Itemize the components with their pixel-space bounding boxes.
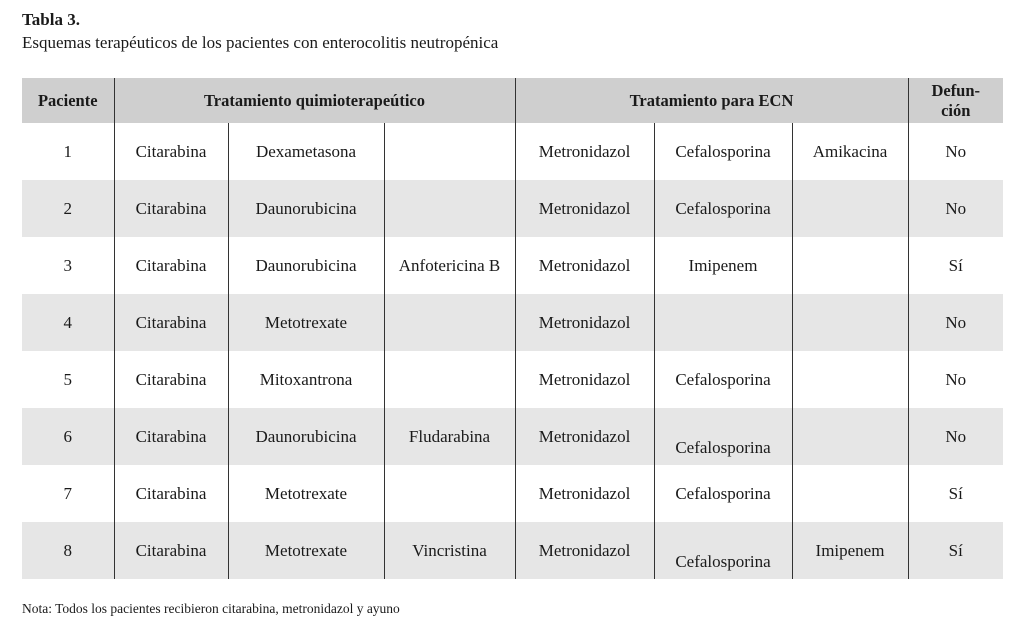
cell-defuncion: No <box>908 180 1003 237</box>
header-defuncion-line1: Defun- <box>931 80 981 100</box>
table-row <box>22 237 1003 294</box>
cell-quimio-2: Daunorubicina <box>228 237 384 294</box>
table-row <box>22 465 1003 522</box>
cell-quimio-2: Mitoxantrona <box>228 351 384 408</box>
cell-paciente: 8 <box>22 522 114 579</box>
cell-ecn-1: Metronidazol <box>515 123 654 180</box>
cell-quimio-1: Citarabina <box>114 294 228 351</box>
table-subtitle: Esquemas terapéuticos de los pacientes con enterocolitis neutropénica <box>22 33 499 52</box>
cell-quimio-2: Daunorubicina <box>228 408 384 465</box>
header-paciente: Paciente <box>22 78 114 123</box>
cell-paciente: 7 <box>22 465 114 522</box>
cell-ecn-3: Amikacina <box>792 123 908 180</box>
cell-ecn-2 <box>654 294 792 351</box>
cell-paciente: 6 <box>22 408 114 465</box>
table-row <box>22 351 1003 408</box>
cell-quimio-1: Citarabina <box>114 522 228 579</box>
cell-ecn-2: Cefalosporina <box>654 522 792 579</box>
cell-paciente: 3 <box>22 237 114 294</box>
cell-quimio-3: Anfotericina B <box>384 237 515 294</box>
cell-quimio-3 <box>384 351 515 408</box>
cell-ecn-2: Cefalosporina <box>654 180 792 237</box>
table-row <box>22 294 1003 351</box>
cell-ecn-2: Cefalosporina <box>654 465 792 522</box>
cell-ecn-3 <box>792 351 908 408</box>
cell-quimio-3 <box>384 180 515 237</box>
table-row <box>22 408 1003 465</box>
header-defuncion <box>908 78 1003 123</box>
header-defuncion-line2: ción <box>941 100 971 120</box>
cell-defuncion: No <box>908 123 1003 180</box>
cell-ecn-1: Metronidazol <box>515 522 654 579</box>
cell-ecn-3 <box>792 180 908 237</box>
cell-quimio-2: Dexametasona <box>228 123 384 180</box>
cell-defuncion: No <box>908 294 1003 351</box>
cell-quimio-3 <box>384 465 515 522</box>
header-tratamiento-ecn: Tratamiento para ECN <box>515 78 908 123</box>
cell-ecn-2: Cefalosporina <box>654 351 792 408</box>
cell-ecn-1: Metronidazol <box>515 408 654 465</box>
cell-quimio-1: Citarabina <box>114 351 228 408</box>
treatment-table <box>22 78 1003 579</box>
cell-ecn-1: Metronidazol <box>515 180 654 237</box>
cell-defuncion: No <box>908 351 1003 408</box>
cell-quimio-1: Citarabina <box>114 237 228 294</box>
cell-quimio-1: Citarabina <box>114 123 228 180</box>
cell-ecn-2: Cefalosporina <box>654 408 792 465</box>
cell-quimio-3 <box>384 123 515 180</box>
cell-quimio-3: Fludarabina <box>384 408 515 465</box>
cell-ecn-2: Imipenem <box>654 237 792 294</box>
cell-ecn-1: Metronidazol <box>515 465 654 522</box>
cell-paciente: 5 <box>22 351 114 408</box>
cell-paciente: 4 <box>22 294 114 351</box>
header-row <box>22 78 1003 123</box>
cell-quimio-1: Citarabina <box>114 180 228 237</box>
cell-quimio-1: Citarabina <box>114 408 228 465</box>
header-tratamiento-quimio: Tratamiento quimioterapeútico <box>114 78 515 123</box>
cell-quimio-3: Vincristina <box>384 522 515 579</box>
table-row <box>22 180 1003 237</box>
cell-defuncion: Sí <box>908 465 1003 522</box>
cell-quimio-2: Metotrexate <box>228 522 384 579</box>
cell-quimio-2: Metotrexate <box>228 294 384 351</box>
cell-ecn-3 <box>792 237 908 294</box>
cell-paciente: 2 <box>22 180 114 237</box>
cell-ecn-1: Metronidazol <box>515 351 654 408</box>
cell-quimio-3 <box>384 294 515 351</box>
cell-ecn-3 <box>792 294 908 351</box>
cell-ecn-1: Metronidazol <box>515 294 654 351</box>
table-title: Tabla 3. <box>22 10 80 29</box>
cell-quimio-2: Metotrexate <box>228 465 384 522</box>
cell-paciente: 1 <box>22 123 114 180</box>
cell-ecn-2: Cefalosporina <box>654 123 792 180</box>
cell-ecn-3: Imipenem <box>792 522 908 579</box>
cell-ecn-1: Metronidazol <box>515 237 654 294</box>
cell-ecn-3 <box>792 465 908 522</box>
table-row <box>22 123 1003 180</box>
cell-defuncion: No <box>908 408 1003 465</box>
cell-ecn-3 <box>792 408 908 465</box>
cell-quimio-2: Daunorubicina <box>228 180 384 237</box>
cell-quimio-1: Citarabina <box>114 465 228 522</box>
cell-defuncion: Sí <box>908 237 1003 294</box>
cell-defuncion: Sí <box>908 522 1003 579</box>
table-footnote: Nota: Todos los pacientes recibieron citarabina, metronidazol y ayuno <box>22 601 400 616</box>
table-row <box>22 522 1003 579</box>
